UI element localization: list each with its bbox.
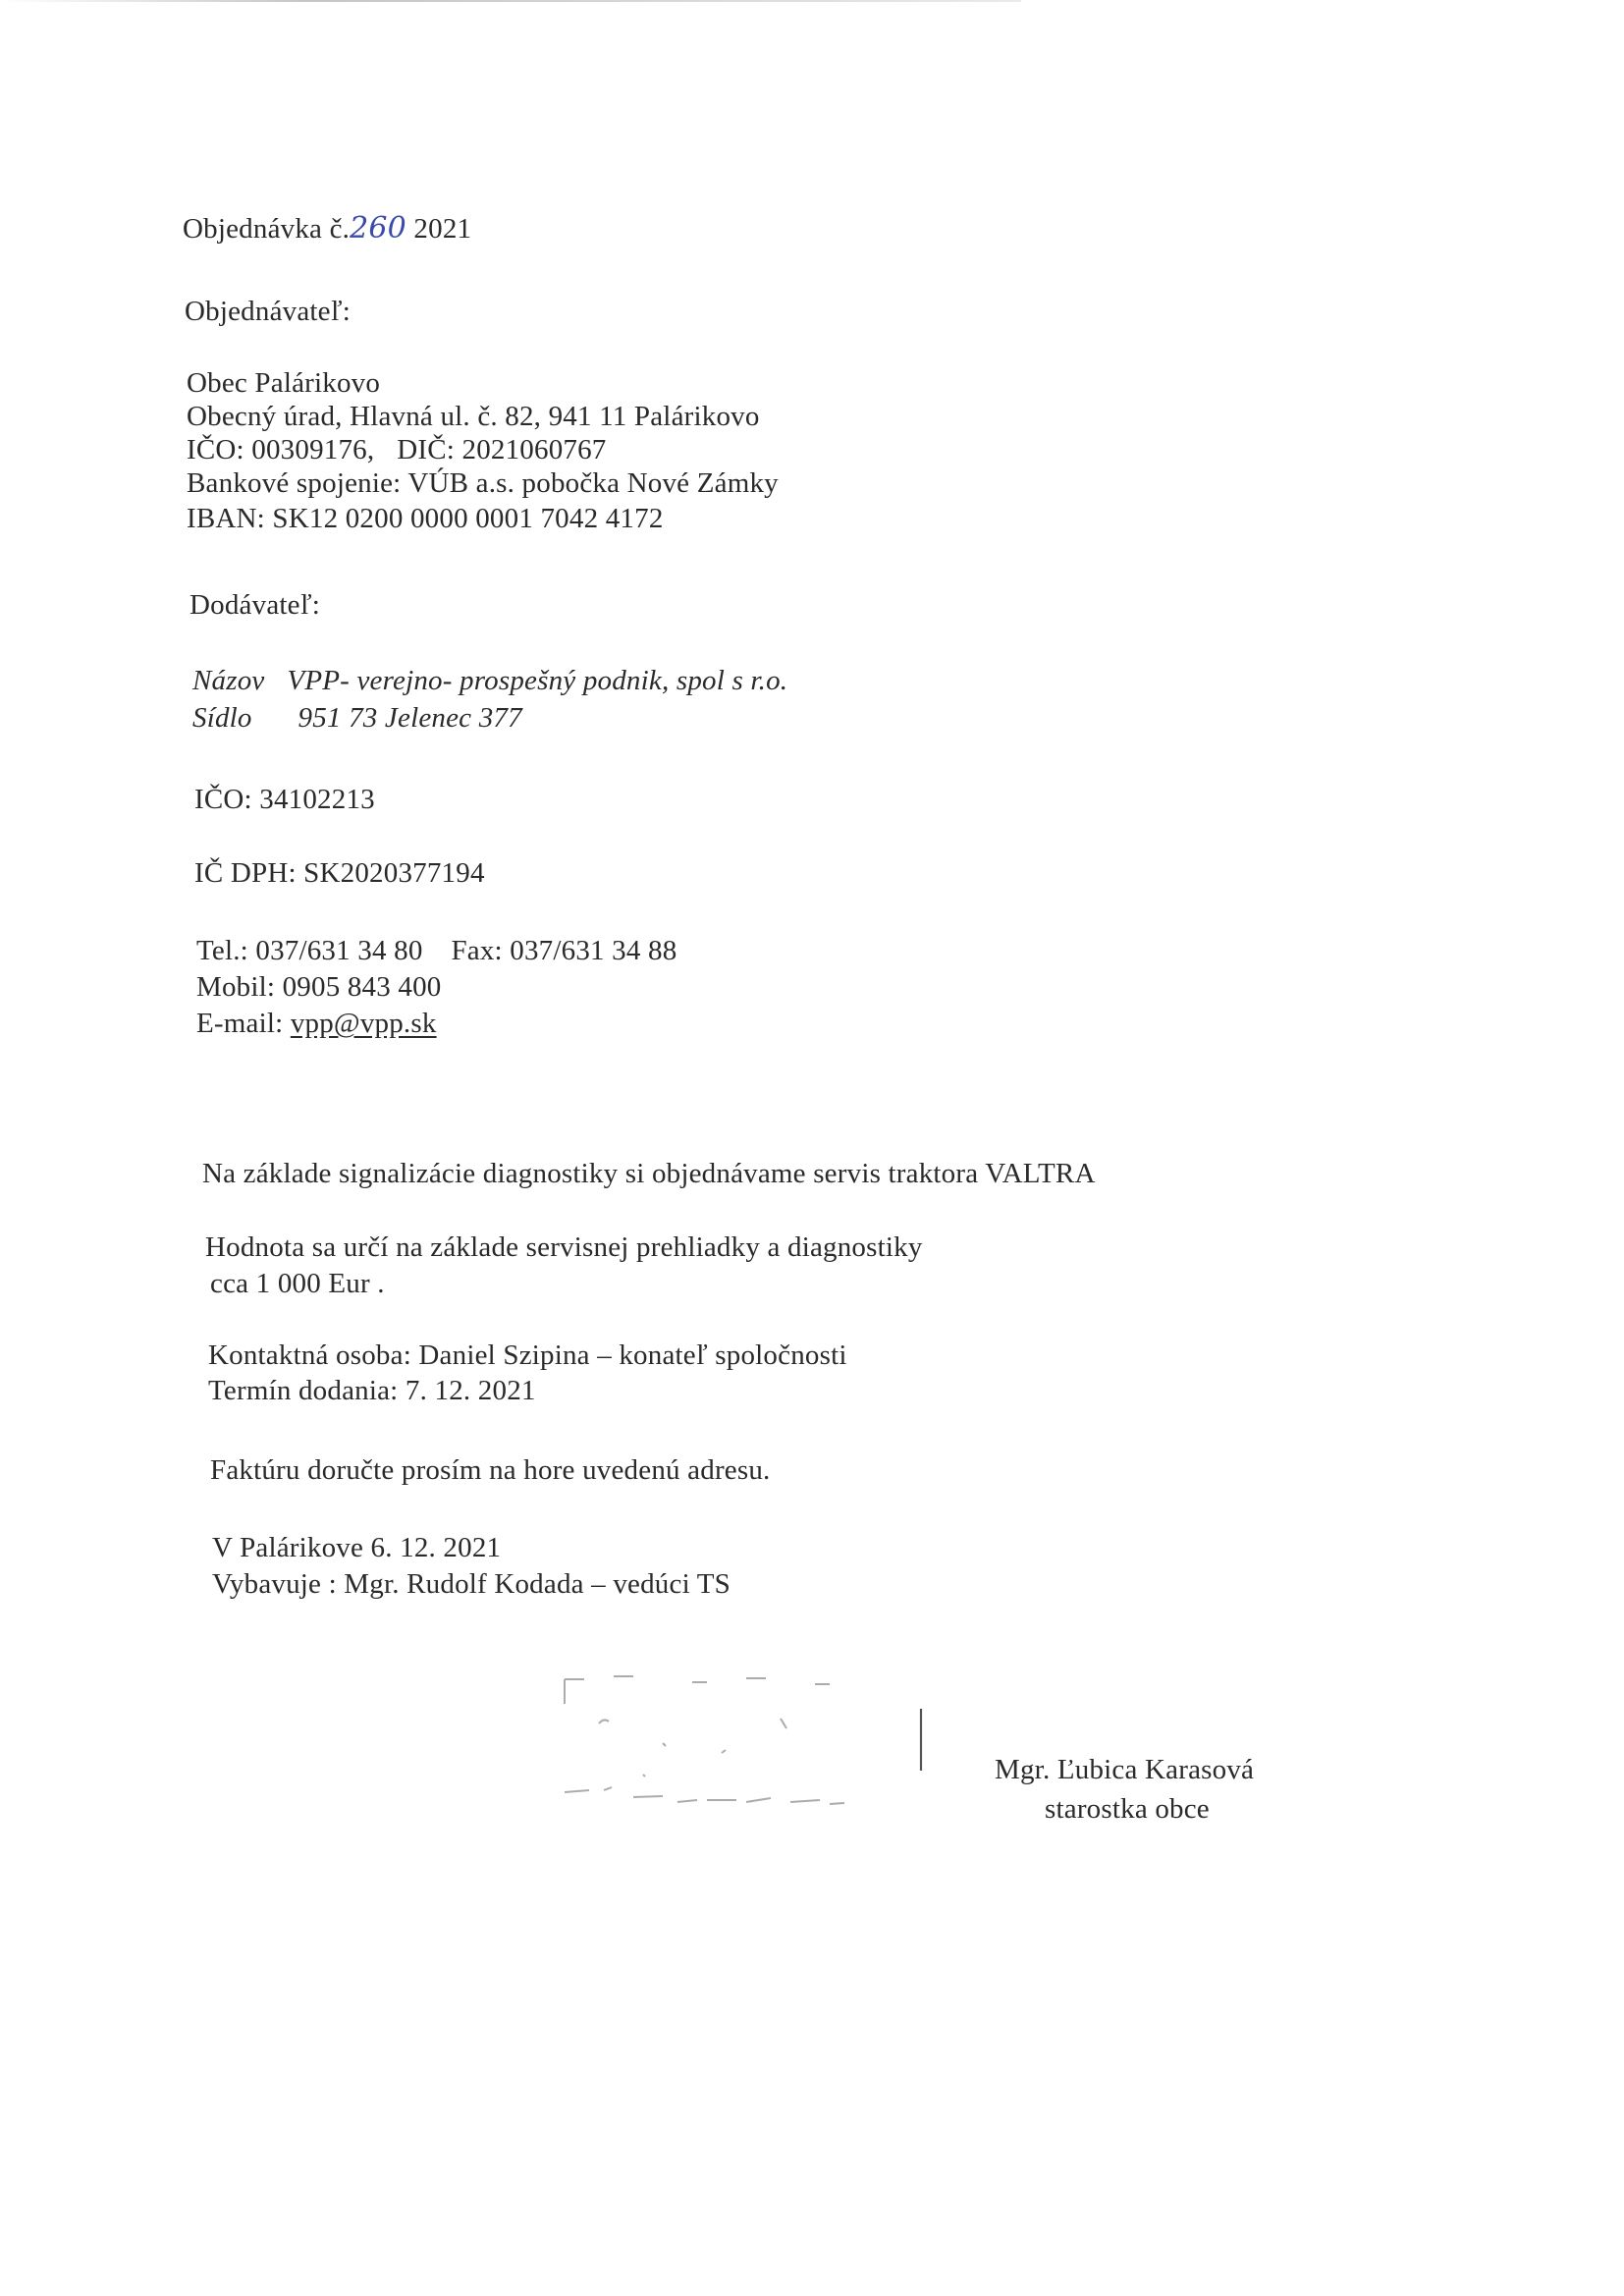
order-number-handwritten: 260	[350, 211, 406, 246]
place-date: V Palárikove 6. 12. 2021	[212, 1532, 502, 1563]
order-description: Na základe signalizácie diagnostiky si objednávame servis traktora VALTRA	[202, 1158, 1096, 1189]
order-year: 2021	[413, 213, 472, 245]
supplier-email-link[interactable]: vpp@vpp.sk	[290, 1008, 437, 1039]
supplier-seat-label: Sídlo	[192, 702, 252, 734]
value-line-1: Hodnota sa určí na základe servisnej prehliadky a diagnostiky	[205, 1231, 923, 1263]
supplier-email-label: E-mail:	[196, 1008, 284, 1039]
supplier-seat: 951 73 Jelenec 377	[298, 702, 522, 734]
orderer-ico: 00309176,	[251, 434, 375, 465]
signatory-name: Mgr. Ľubica Karasová	[995, 1754, 1255, 1785]
supplier-phone-line	[196, 934, 677, 967]
orderer-name: Obec Palárikovo	[187, 367, 381, 399]
orderer-dic-label: DIČ:	[397, 434, 456, 465]
orderer-dic: 2021060767	[461, 434, 607, 465]
stamp-marks	[545, 1665, 928, 1836]
invoice-note: Faktúru doručte prosím na hore uvedenú adresu.	[210, 1454, 771, 1486]
faint-stamp-signature	[545, 1665, 928, 1836]
supplier-seat-line	[192, 701, 522, 735]
supplier-icdph: IČ DPH: SK2020377194	[194, 857, 485, 889]
supplier-email-line	[196, 1007, 437, 1040]
handled-by: Vybavuje : Mgr. Rudolf Kodada – vedúci TS	[212, 1568, 731, 1600]
order-title	[183, 212, 471, 246]
scan-edge-line	[0, 0, 1021, 2]
orderer-heading: Objednávateľ:	[185, 296, 351, 327]
supplier-name-label: Názov	[192, 665, 265, 696]
contact-person: Kontaktná osoba: Daniel Szipina – konateľ spoločnosti	[208, 1339, 847, 1371]
orderer-address: Obecný úrad, Hlavná ul. č. 82, 941 11 Palárikovo	[187, 401, 760, 432]
supplier-fax: Fax: 037/631 34 88	[451, 935, 677, 966]
supplier-name-line	[192, 664, 787, 697]
supplier-heading: Dodávateľ:	[189, 589, 320, 621]
orderer-ico-label: IČO:	[187, 434, 244, 465]
supplier-ico: IČO: 34102213	[194, 784, 375, 815]
orderer-bank: Bankové spojenie: VÚB a.s. pobočka Nové Zámky	[187, 467, 779, 499]
signatory-role: starostka obce	[1045, 1793, 1210, 1825]
orderer-iban: IBAN: SK12 0200 0000 0001 7042 4172	[187, 503, 664, 534]
supplier-name: VPP- verejno- prospešný podnik, spol s r.o.	[287, 665, 788, 696]
value-line-2: cca 1 000 Eur .	[210, 1268, 385, 1299]
delivery-date: Termín dodania: 7. 12. 2021	[208, 1375, 536, 1406]
orderer-ids	[187, 433, 607, 466]
order-title-prefix: Objednávka č.	[183, 213, 351, 245]
supplier-tel: Tel.: 037/631 34 80	[196, 935, 423, 966]
supplier-mobile: Mobil: 0905 843 400	[196, 971, 442, 1003]
